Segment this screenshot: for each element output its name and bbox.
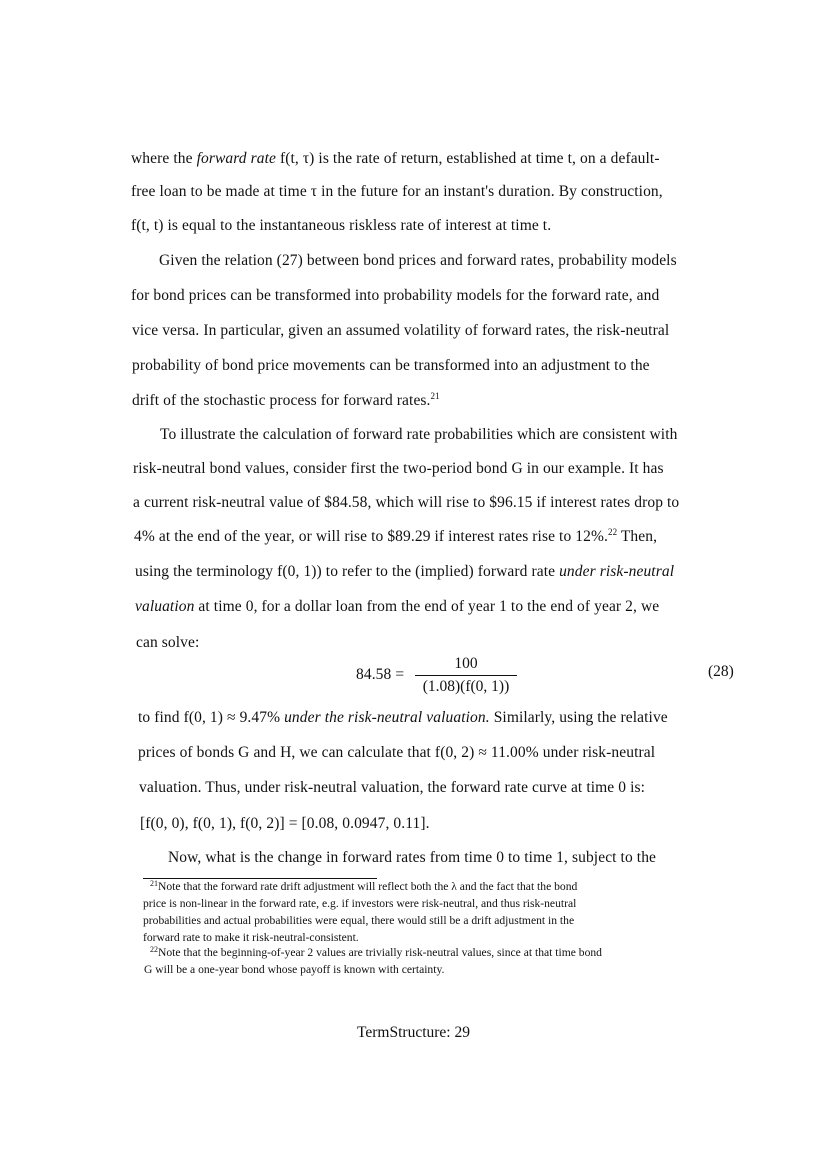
text: drift of the stochastic process for forward rates.: [132, 392, 431, 409]
body-line: [132, 392, 440, 410]
equation-lhs: 84.58 =: [356, 666, 405, 683]
text: using the terminology f(0, 1)) to refer to the (implied) forward rate: [135, 563, 560, 580]
footnote-22-line: [150, 946, 602, 959]
body-line: f(t, t) is equal to the instantaneous riskless rate of interest at time t.: [131, 217, 552, 234]
footnote-mark-21: 21: [150, 879, 158, 888]
footnote-22-line: G will be a one-year bond whose payoff is known with certainty.: [144, 963, 445, 976]
body-line: To illustrate the calculation of forward rate probabilities which are consistent with: [160, 426, 678, 443]
body-line: prices of bonds G and H, we can calculate that f(0, 2) ≈ 11.00% under risk-neutral: [138, 744, 656, 761]
body-line: can solve:: [136, 634, 200, 651]
equation-numerator: 100: [454, 655, 478, 672]
fraction-bar: [415, 675, 517, 676]
text: Note that the forward rate drift adjustment will reflect both the λ and the fact that the bond: [158, 880, 578, 893]
body-line: [134, 528, 657, 546]
footnote-21-line: [150, 880, 577, 893]
equation-number: (28): [708, 663, 734, 680]
page-footer: TermStructure: 29: [357, 1024, 470, 1041]
body-line: [135, 563, 674, 581]
equation-fraction: [415, 655, 517, 696]
body-line: vice versa. In particular, given an assumed volatility of forward rates, the risk-neutral: [132, 322, 670, 339]
body-line: for bond prices can be transformed into probability models for the forward rate, and: [131, 287, 660, 304]
emphasis: valuation: [135, 598, 195, 615]
term-forward-rate: forward rate: [196, 150, 276, 167]
text: Note that the beginning-of-year 2 values are trivially risk-neutral values, since at that time bond: [158, 946, 602, 959]
body-line: probability of bond price movements can be transformed into an adjustment to the: [132, 357, 650, 374]
text: where the: [131, 150, 197, 167]
body-line: Given the relation (27) between bond prices and forward rates, probability models: [159, 252, 677, 269]
footnote-mark-22: 22: [150, 945, 158, 954]
footnote-21-line: price is non-linear in the forward rate, e.g. if investors were risk-neutral, and thus risk-neutral: [143, 897, 577, 910]
emphasis: under risk-neutral: [559, 563, 675, 580]
body-line: free loan to be made at time τ in the future for an instant's duration. By construction,: [131, 183, 663, 200]
footnote-21-line: probabilities and actual probabilities were equal, there would still be a drift adjustment in the: [143, 914, 575, 927]
equation-denominator: (1.08)(f(0, 1)): [422, 678, 510, 695]
text: Then,: [617, 528, 658, 545]
body-line: [f(0, 0), f(0, 1), f(0, 2)] = [0.08, 0.0947, 0.11].: [140, 815, 430, 832]
footnote-ref-21[interactable]: 21: [430, 391, 440, 401]
body-line: [131, 150, 660, 168]
footnote-rule: [143, 878, 377, 879]
text: to find f(0, 1) ≈ 9.47%: [138, 709, 285, 726]
body-line: [135, 598, 659, 616]
text: 4% at the end of the year, or will rise to $89.29 if interest rates rise to 12%.: [134, 528, 608, 545]
text: at time 0, for a dollar loan from the end of year 1 to the end of year 2, we: [194, 598, 660, 615]
footnote-21-line: forward rate to make it risk-neutral-consistent.: [143, 931, 359, 944]
emphasis: under the risk-neutral valuation.: [284, 709, 490, 726]
body-line: [138, 709, 668, 727]
body-line: a current risk-neutral value of $84.58, which will rise to $96.15 if interest rates drop to: [133, 494, 680, 511]
body-line: Now, what is the change in forward rates from time 0 to time 1, subject to the: [168, 849, 657, 866]
footnote-ref-22[interactable]: 22: [607, 527, 618, 537]
text: f(t, τ) is the rate of return, established at time t, on a default-: [276, 150, 660, 167]
text: Similarly, using the relative: [489, 709, 668, 726]
body-line: risk-neutral bond values, consider first the two-period bond G in our example. It has: [133, 460, 664, 477]
body-line: valuation. Thus, under risk-neutral valuation, the forward rate curve at time 0 is:: [139, 779, 646, 796]
